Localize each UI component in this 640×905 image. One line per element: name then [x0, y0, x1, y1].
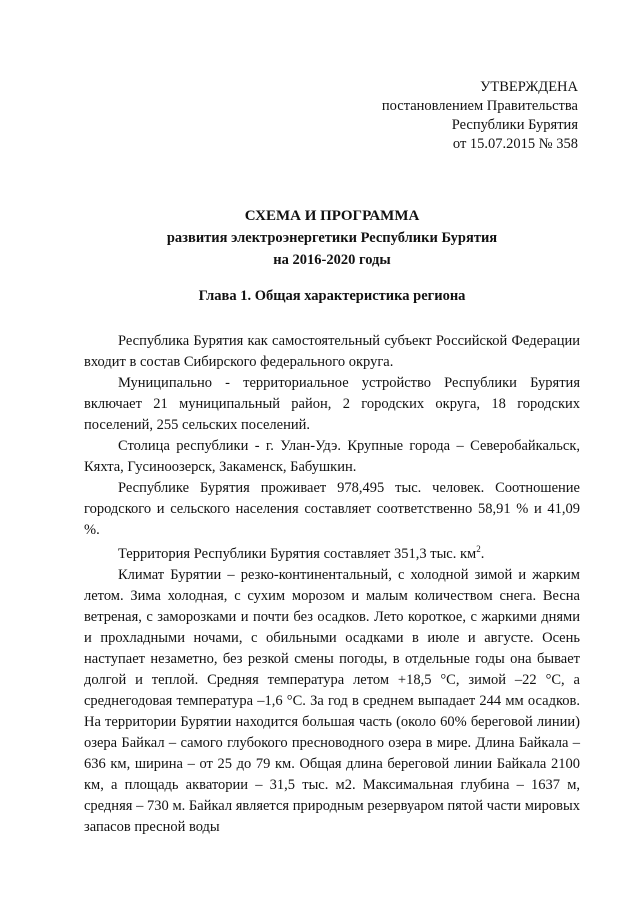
paragraph-1: Республика Бурятия как самостоятельный субъект Российской Федерации входит в состав Сибирского федерального округа.	[84, 333, 580, 370]
body-text	[84, 331, 580, 838]
paragraph-2: Муниципально - территориальное устройство Республики Бурятия включает 21 муниципальный район, 2 городских округа, 18 городских поселений, 255 сельских поселений.	[84, 375, 580, 433]
approval-line-2: постановлением Правительства	[381, 98, 578, 114]
approval-stamp	[382, 78, 578, 154]
title-line-2: развития электроэнергетики Республики Бурятия	[166, 230, 498, 246]
paragraph-4: Республике Бурятия проживает 978,495 тыс. человек. Соотношение городского и сельского населения составляет соответственно 58,91 % и 41,09 %.	[84, 480, 580, 538]
chapter-heading: Глава 1. Общая характеристика региона	[198, 288, 466, 304]
title-line-3: на 2016-2020 годы	[273, 252, 391, 268]
paragraph-3: Столица республики - г. Улан-Удэ. Крупные города – Северобайкальск, Кяхта, Гусиноозерск, Закаменск, Бабушкин.	[84, 438, 580, 475]
approval-line-3: Республики Бурятия	[451, 117, 578, 133]
document-title	[84, 205, 580, 271]
paragraph-5	[84, 544, 580, 565]
paragraph-6: Климат Бурятии – резко-континентальный, с холодной зимой и жарким летом. Зима холодная, с сухим морозом и малым количеством снега. Весна ветреная, с заморозками и почти без осадков. Лето короткое, с жаркими днями и прохладными ночами, с обильными осадками в июле и августе. Осень наступает незаметно, без резкой смены погоды, в отдельные годы она бывает долгой и теплой. Средняя температура летом +18,5 °С, зимой –22 °С, а среднегодовая температура –1,6 °С. За год в среднем выпадает 244 мм осадков. На территории Бурятии находится большая часть (около 60% береговой линии) озера Байкал – самого глубокого пресноводного озера в мире. Длина Байкала – 636 км, ширина – от 25 до 79 км. Общая длина береговой линии Байкала 2100 км, а площадь акватории – 31,5 тыс. м2. Максимальная глубина – 1637 м, средняя – 730 м. Байкал является природным резервуаром пятой части мировых запасов пресной воды	[84, 567, 580, 835]
paragraph-5-text: Территория Республики Бурятия составляет 351,3 тыс. км	[118, 546, 477, 562]
title-line-1: СХЕМА И ПРОГРАММА	[244, 208, 420, 224]
paragraph-5-end: .	[480, 546, 485, 562]
paragraph-5-superscript: 2	[476, 544, 481, 555]
approval-line-4: от 15.07.2015 № 358	[452, 136, 578, 152]
approval-line-1: УТВЕРЖДЕНА	[480, 79, 578, 95]
